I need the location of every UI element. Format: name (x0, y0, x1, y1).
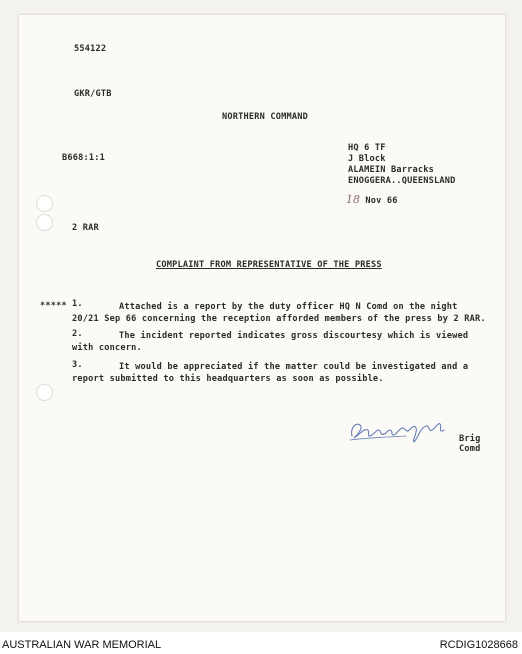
addressee: 2 RAR (72, 223, 99, 233)
paragraph-number: 3. (72, 360, 83, 370)
paragraph-number: 1. (72, 299, 83, 309)
sender-unit: HQ 6 TF (348, 143, 386, 153)
file-number: 554122 (74, 44, 107, 54)
punch-hole (36, 214, 53, 231)
letter-date (346, 188, 398, 207)
punch-hole (36, 195, 53, 212)
sender-barracks: ALAMEIN Barracks (348, 165, 434, 175)
archive-name: AUSTRALIAN WAR MEMORIAL (2, 639, 162, 651)
reference-code: GKR/GTB (74, 89, 112, 99)
paragraph-number: 2. (72, 329, 83, 339)
punch-hole (36, 384, 53, 401)
subject-line: COMPLAINT FROM REPRESENTATIVE OF THE PRESS (156, 260, 382, 270)
signatory-title: Comd (459, 444, 481, 454)
signature (346, 416, 454, 446)
margin-mark: ***** (40, 301, 67, 311)
paragraph-line: 20/21 Sep 66 concerning the reception afforded members of the press by 2 RAR. (72, 314, 486, 324)
date-day-handwritten: 18 (346, 193, 360, 206)
sender-location: ENOGGERA..QUEENSLAND (348, 176, 456, 186)
signatory-rank: Brig (459, 434, 481, 444)
paragraph-line: with concern. (72, 343, 142, 353)
date-month-year: Nov 66 (360, 196, 398, 206)
archive-record-id: RCDIG1028668 (439, 639, 518, 651)
paragraph-line: It would be appreciated if the matter could be investigated and a (119, 362, 469, 372)
paragraph-line: Attached is a report by the duty officer HQ N Comd on the night (119, 302, 458, 312)
paragraph-line: report submitted to this headquarters as soon as possible. (72, 374, 384, 384)
paragraph-line: The incident reported indicates gross discourtesy which is viewed (119, 331, 469, 341)
file-reference: B668:1:1 (62, 153, 105, 163)
command-heading: NORTHERN COMMAND (222, 112, 308, 122)
sender-name: J Block (348, 154, 386, 164)
archive-footer (0, 632, 522, 654)
